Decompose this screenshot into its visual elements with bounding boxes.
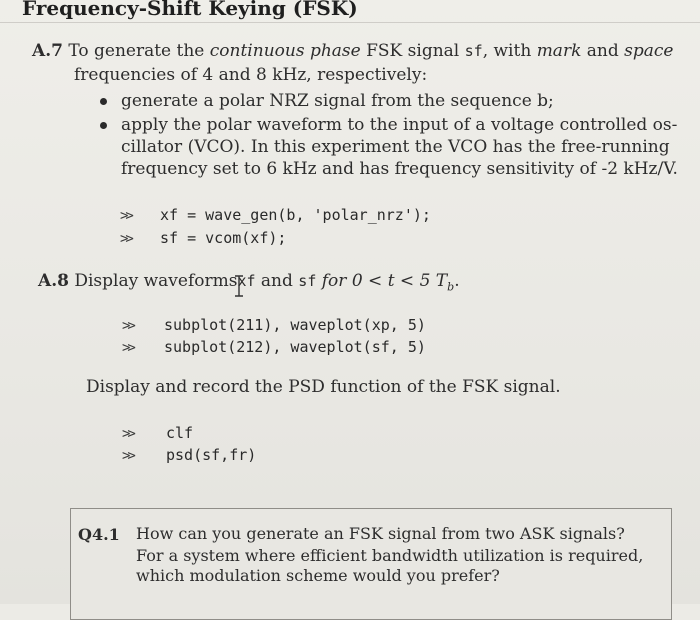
- a8-text-range: for 0 < t < 5 T: [321, 271, 448, 291]
- prompt-icon: >>: [122, 448, 133, 464]
- prompt-icon: >>: [120, 231, 131, 247]
- a8-code-1: subplot(211), waveplot(xp, 5): [164, 316, 426, 334]
- a7-bullet-2: apply the polar waveform to the input of a voltage controlled os-: [121, 115, 678, 135]
- a8-code2-2: psd(sf,fr): [166, 446, 257, 464]
- prompt-icon: >>: [122, 318, 133, 334]
- q41-label: Q4.1: [78, 525, 120, 544]
- a8-code-sf: sf: [298, 272, 317, 290]
- a7-mark-word: mark: [536, 41, 582, 61]
- a7-code-2: sf = vcom(xf);: [160, 229, 287, 247]
- a7-intro-italic: continuous phase: [209, 41, 361, 61]
- bullet-icon: [100, 98, 107, 105]
- a7-intro-pre: To generate the: [68, 41, 205, 61]
- a7-code-1: xf = wave_gen(b, 'polar_nrz');: [160, 206, 431, 224]
- q41-line-1: How can you generate an FSK signal from two ASK signals?: [136, 524, 625, 543]
- a7-line2: frequencies of 4 and 8 kHz, respectively:: [74, 65, 428, 85]
- a7-intro: [32, 40, 673, 62]
- a8-code-xf: xf: [237, 272, 256, 290]
- a7-intro-post: , with: [482, 41, 532, 61]
- a8-text-end: .: [454, 271, 460, 291]
- a7-label: A.7: [32, 41, 63, 61]
- a7-and-word: and: [586, 41, 619, 61]
- q41-line-2: For a system where efficient bandwidth utilization is required,: [136, 546, 644, 565]
- a7-bullet-1: generate a polar NRZ signal from the sequence b;: [121, 91, 554, 111]
- a8-code-2: subplot(212), waveplot(sf, 5): [164, 338, 426, 356]
- a8-psd-text: Display and record the PSD function of the FSK signal.: [86, 377, 561, 397]
- text-cursor-icon: [233, 275, 245, 297]
- a7-intro-code: sf: [464, 42, 483, 60]
- page-title: Frequency-Shift Keying (FSK): [22, 0, 358, 20]
- a8-intro: [38, 270, 460, 298]
- a8-label: A.8: [38, 271, 69, 291]
- title-divider: [0, 22, 700, 23]
- prompt-icon: >>: [120, 208, 131, 224]
- prompt-icon: >>: [122, 340, 133, 356]
- bullet-icon: [100, 122, 107, 129]
- a7-bullet-2-cont: cillator (VCO). In this experiment the VCO has the free-running: [121, 137, 670, 157]
- q41-line-3: which modulation scheme would you prefer?: [136, 566, 500, 585]
- a8-text-sub: b: [447, 280, 455, 294]
- prompt-icon: >>: [122, 426, 133, 442]
- a7-space-word: space: [624, 41, 674, 61]
- a7-intro-mid: FSK signal: [366, 41, 460, 61]
- a8-text-and: and: [260, 271, 293, 291]
- a8-code2-1: clf: [166, 424, 194, 442]
- a7-bullet-2-cont2: frequency set to 6 kHz and has frequency sensitivity of -2 kHz/V.: [121, 159, 678, 179]
- a8-text-pre: Display waveforms: [74, 271, 238, 291]
